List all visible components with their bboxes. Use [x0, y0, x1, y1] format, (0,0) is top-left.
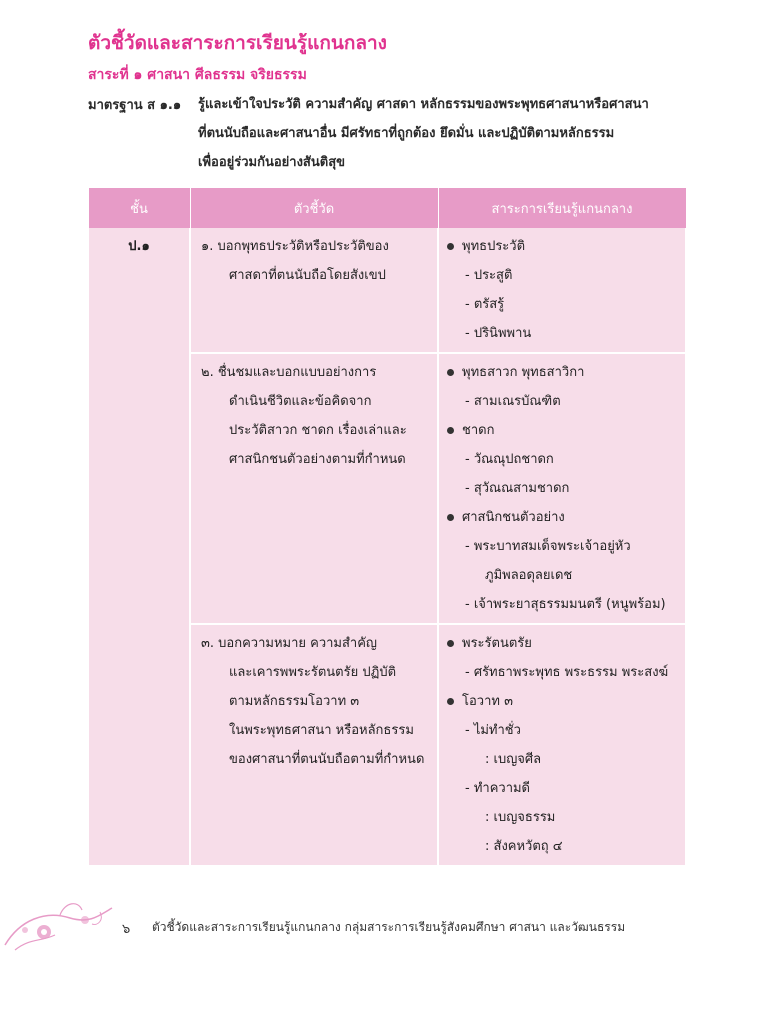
standard-line: รู้และเข้าใจประวัติ ความสำคัญ ศาสดา หลักธรรมของพระพุทธศาสนาหรือศาสนา	[198, 97, 649, 112]
page-title: ตัวชี้วัดและสาระการเรียนรู้แกนกลาง	[88, 32, 387, 54]
indicator-line: ตามหลักธรรมโอวาท ๓	[229, 694, 360, 709]
content-text: พุทธประวัติ	[462, 239, 526, 254]
floral-ornament-icon	[0, 890, 130, 960]
indicator-line: ๓. บอกความหมาย ความสำคัญ	[201, 636, 378, 651]
content-sub-item: - ไม่ทำชั่ว	[465, 723, 521, 738]
indicator-line: ศาสดาที่ตนนับถือโดยสังเขป	[229, 268, 386, 283]
content-bullet-item	[445, 629, 679, 658]
page-footer	[0, 890, 769, 980]
content-sub-item: - ทำความดี	[465, 781, 530, 796]
content-sub-item: : เบญจศีล	[485, 752, 542, 767]
indicators-table	[87, 188, 687, 867]
indicator-line: ๑. บอกพุทธประวัติหรือประวัติของ	[201, 239, 389, 254]
standard-line: ที่ตนนับถือและศาสนาอื่น มีศรัทธาที่ถูกต้อง ยึดมั่น และปฏิบัติตามหลักธรรม	[198, 126, 615, 141]
content-text: ศาสนิกชนตัวอย่าง	[462, 510, 565, 525]
indicator-line: ๒. ชื่นชมและบอกแบบอย่างการ	[201, 365, 377, 380]
bullet-dot-icon	[447, 514, 454, 521]
content-sub-item: - สามเณรบัณฑิต	[465, 394, 561, 409]
indicator-line: ศาสนิกชนตัวอย่างตามที่กำหนด	[229, 452, 406, 467]
grade-cell: ป.๑	[88, 228, 190, 866]
content-bullet-item	[445, 232, 679, 261]
standard-label: มาตรฐาน ส ๑.๑	[88, 98, 182, 113]
table-header-row	[88, 188, 686, 228]
header-indicator: ตัวชี้วัด	[190, 188, 438, 228]
content-text: พระรัตนตรัย	[462, 636, 532, 651]
content-text: พุทธสาวก พุทธสาวิกา	[462, 365, 585, 380]
bullet-dot-icon	[447, 427, 454, 434]
content-cell	[438, 353, 686, 624]
standard-line: เพื่ออยู่ร่วมกันอย่างสันติสุข	[198, 155, 346, 170]
content-bullet-item	[445, 687, 679, 716]
indicator-line: ดำเนินชีวิตและข้อคิดจาก	[229, 394, 372, 409]
header-grade: ชั้น	[88, 188, 190, 228]
indicator-line: ของศาสนาที่ตนนับถือตามที่กำหนด	[229, 752, 425, 767]
indicator-cell	[190, 353, 438, 624]
indicator-line: และเคารพพระรัตนตรัย ปฏิบัติ	[229, 665, 397, 680]
indicator-line: ในพระพุทธศาสนา หรือหลักธรรม	[229, 723, 414, 738]
content-sub-item: - ปรินิพพาน	[465, 326, 532, 341]
page-number: ๖	[122, 922, 131, 937]
content-sub-item: - วัณณุปถชาดก	[465, 452, 554, 467]
content-sub-item: - ตรัสรู้	[465, 297, 505, 312]
content-bullet-item	[445, 358, 679, 387]
content-sub-item: - สุวัณณสามชาดก	[465, 481, 570, 496]
table-row	[88, 228, 686, 353]
header-content: สาระการเรียนรู้แกนกลาง	[438, 188, 686, 228]
bullet-dot-icon	[447, 369, 454, 376]
content-sub-item: ภูมิพลอดุลยเดช	[485, 568, 573, 583]
bullet-dot-icon	[447, 640, 454, 647]
indicator-cell	[190, 624, 438, 866]
content-sub-item: - เจ้าพระยาสุธรรมมนตรี (หนูพร้อม)	[465, 597, 666, 612]
content-sub-item: : สังคหวัตถุ ๔	[485, 839, 563, 854]
content-cell	[438, 624, 686, 866]
content-bullet-item	[445, 503, 679, 532]
content-sub-item: - พระบาทสมเด็จพระเจ้าอยู่หัว	[465, 539, 631, 554]
bullet-dot-icon	[447, 243, 454, 250]
content-bullet-item	[445, 416, 679, 445]
content-text: โอวาท ๓	[462, 694, 513, 709]
strand-subtitle: สาระที่ ๑ ศาสนา ศีลธรรม จริยธรรม	[88, 67, 307, 83]
content-text: ชาดก	[462, 423, 495, 438]
indicator-line: ประวัติสาวก ชาดก เรื่องเล่าและ	[229, 423, 407, 438]
content-sub-item: - ประสูติ	[465, 268, 513, 283]
standard-description	[198, 94, 688, 181]
footer-text: ตัวชี้วัดและสาระการเรียนรู้แกนกลาง กลุ่มสาระการเรียนรู้สังคมศึกษา ศาสนา และวัฒนธรรม	[152, 920, 626, 934]
content-cell	[438, 228, 686, 353]
indicator-cell	[190, 228, 438, 353]
content-sub-item: : เบญจธรรม	[485, 810, 556, 825]
bullet-dot-icon	[447, 698, 454, 705]
content-sub-item: - ศรัทธาพระพุทธ พระธรรม พระสงฆ์	[465, 665, 669, 680]
